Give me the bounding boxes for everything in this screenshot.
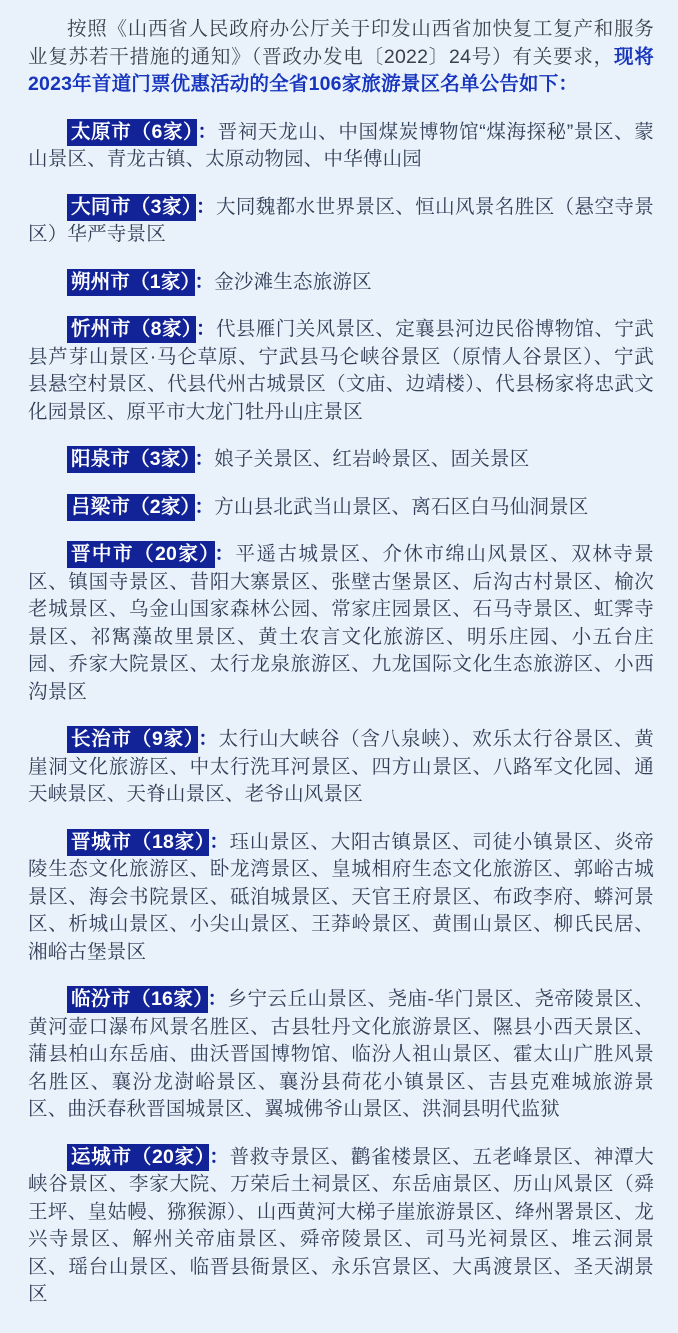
city-label: 晋中市（20家） [67,541,215,568]
city-colon: ： [194,448,215,470]
city-label: 阳泉市（3家） [67,446,195,473]
city-label: 长治市（9家） [67,726,198,753]
city-section [28,494,654,522]
city-label: 吕梁市（2家） [67,494,195,521]
sections-container [28,119,654,1309]
city-section [28,316,654,426]
city-colon: ： [198,728,219,750]
city-label: 朔州市（1家） [67,269,195,296]
attraction-list: 金沙滩生态旅游区 [214,270,372,293]
city-colon: ： [196,195,216,218]
city-section [28,829,654,967]
attraction-list: 太行山大峡谷（含八泉峡）、欢乐太行谷景区、黄崖洞文化旅游区、中太行洗耳河景区、四方山景区、八路军文化园、通天峡景区、天脊山景区、老爷山风景区 [28,728,655,805]
city-colon: ： [196,318,216,340]
attraction-list: 娘子关景区、红岩岭景区、固关景区 [214,448,530,470]
city-colon: ： [194,495,215,518]
attraction-list: 代县雁门关风景区、定襄县河边民俗博物馆、宁武县芦芽山景区·马仑草原、宁武县马仑峡谷景区（原情人谷景区）、宁武县悬空村景区、代县代州古城景区（文庙、边靖楼）、代县杨家将忠武文化园景区、原平市大龙门牡丹山庄景区 [28,318,654,423]
city-section [28,726,654,809]
city-section [28,446,654,474]
city-label: 运城市（20家） [67,1144,209,1171]
attraction-list: 大同魏都水世界景区、恒山风景名胜区（悬空寺景区）华严寺景区 [28,195,654,245]
attraction-list: 晋祠天龙山、中国煤炭博物馆“煤海探秘”景区、蒙山景区、青龙古镇、太原动物园、中华傅山园 [28,120,654,170]
attraction-list: 珏山景区、大阳古镇景区、司徒小镇景区、炎帝陵生态文化旅游区、卧龙湾景区、皇城相府生态文化旅游区、郭峪古城景区、海会书院景区、砥洎城景区、天官王府景区、布政李府、蟒河景区、析城山景区、小尖山景区、王莽岭景区、黄围山景区、柳氏民居、湘峪古堡景区 [28,830,655,963]
city-section [28,194,654,249]
city-colon: ： [209,1145,230,1168]
city-label: 临汾市（16家） [67,986,208,1013]
city-colon: ： [194,270,215,293]
intro-highlight-text: 现将2023年首道门票优惠活动的全省106家旅游景区名单公告如下： [28,45,654,95]
attraction-list: 普救寺景区、鹳雀楼景区、五老峰景区、神潭大峡谷景区、李家大院、万荣后土祠景区、东岳庙景区、历山风景区（舜王坪、皇姑幔、猕猴源）、山西黄河大梯子崖旅游景区、绛州署景区、龙兴寺景区、解州关帝庙景区、舜帝陵景区、司马光祠景区、堆云洞景区、瑶台山景区、临晋县衙景区、永乐宫景区、大禹渡景区、圣天湖景区 [28,1145,655,1305]
city-section [28,119,654,174]
city-colon: ： [214,543,236,565]
city-colon: ： [209,830,230,853]
city-colon: ： [197,120,218,143]
intro-text: 按照《山西省人民政府办公厅关于印发山西省加快复工复产和服务业复苏若干措施的通知》（晋政办发电〔2022〕24号）有关要求， [28,18,654,68]
city-section [28,269,654,297]
attraction-list: 方山县北武当山景区、离石区白马仙洞景区 [214,495,589,518]
city-label: 忻州市（8家） [67,316,196,343]
city-section [28,541,654,706]
city-label: 大同市（3家） [67,194,196,221]
city-colon: ： [207,988,228,1010]
attraction-list: 平遥古城景区、介休市绵山风景区、双林寺景区、镇国寺景区、昔阳大寨景区、张壁古堡景区、后沟古村景区、榆次老城景区、乌金山国家森林公园、常家庄园景区、石马寺景区、虹霁寺景区、祁寯藻故里景区、黄土农言文化旅游区、明乐庄园、小五台庄园、乔家大院景区、太行龙泉旅游区、九龙国际文化生态旅游区、小西沟景区 [28,543,654,703]
city-label: 晋城市（18家） [67,829,209,856]
city-section [28,1144,654,1309]
city-section [28,986,654,1124]
city-label: 太原市（6家） [67,119,197,146]
intro-paragraph [28,16,654,99]
attraction-list: 乡宁云丘山景区、尧庙-华门景区、尧帝陵景区、黄河壶口瀑布风景名胜区、古县牡丹文化旅游景区、隰县小西天景区、蒲县柏山东岳庙、曲沃晋国博物馆、临汾人祖山景区、霍太山广胜风景名胜区、襄汾龙澍峪景区、襄汾县荷花小镇景区、吉县克难城旅游景区、曲沃春秋晋国城景区、翼城佛爷山景区、洪洞县明代监狱 [28,988,654,1120]
